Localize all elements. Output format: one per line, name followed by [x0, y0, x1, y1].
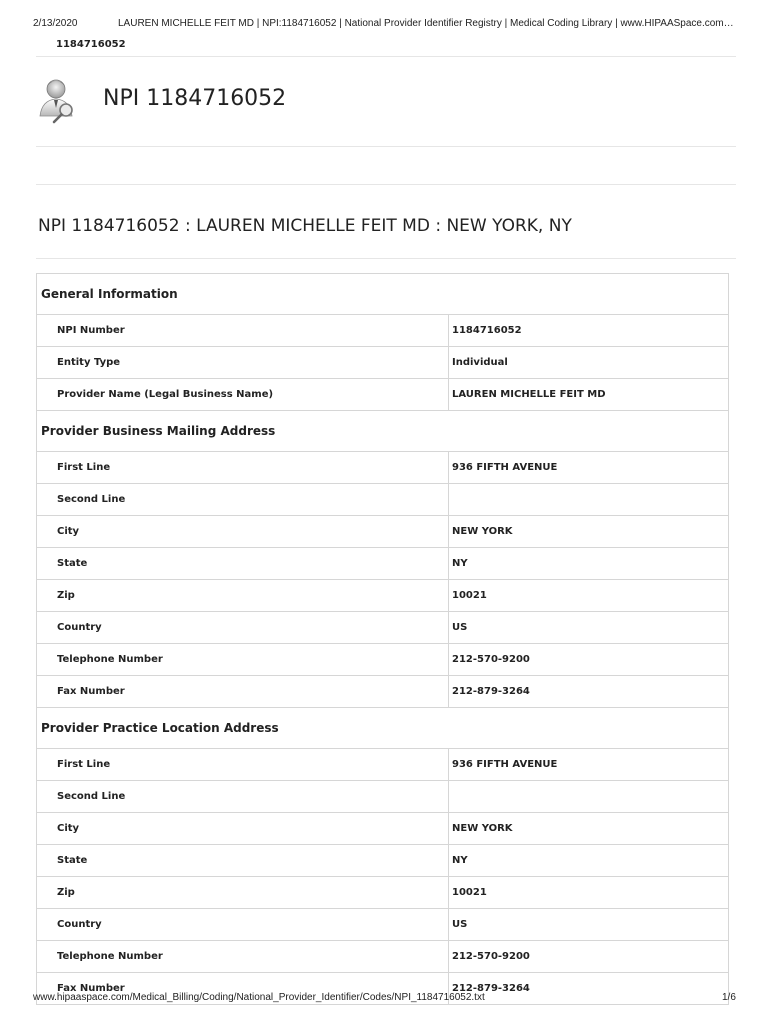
table-row: [37, 347, 729, 379]
row-value: NEW YORK: [449, 516, 729, 548]
row-label: City: [37, 813, 449, 845]
row-label: Telephone Number: [37, 644, 449, 676]
row-label: Provider Name (Legal Business Name): [37, 379, 449, 411]
row-value: 10021: [449, 877, 729, 909]
table-row: [37, 909, 729, 941]
row-label: State: [37, 548, 449, 580]
print-header: [0, 0, 770, 29]
row-label: Telephone Number: [37, 941, 449, 973]
divider: [36, 184, 736, 185]
row-value: 212-879-3264: [449, 676, 729, 708]
section-header-row: [37, 411, 729, 452]
section-title: Provider Business Mailing Address: [37, 411, 729, 452]
row-value: US: [449, 612, 729, 644]
row-value: LAUREN MICHELLE FEIT MD: [449, 379, 729, 411]
table-row: [37, 516, 729, 548]
divider: [36, 56, 736, 57]
row-value: 1184716052: [449, 315, 729, 347]
divider: [36, 258, 736, 259]
row-value: [449, 781, 729, 813]
row-value: 212-570-9200: [449, 644, 729, 676]
row-label: City: [37, 516, 449, 548]
row-value: 212-570-9200: [449, 941, 729, 973]
table-row: [37, 315, 729, 347]
print-date: 2/13/2020: [33, 18, 78, 29]
table-row: [37, 845, 729, 877]
divider: [36, 146, 736, 147]
table-row: [37, 941, 729, 973]
row-value: 936 FIFTH AVENUE: [449, 749, 729, 781]
row-value: NY: [449, 548, 729, 580]
row-label: NPI Number: [37, 315, 449, 347]
doctor-magnifier-icon: [32, 72, 86, 126]
npi-heading: NPI 1184716052: [103, 86, 287, 111]
row-label: Second Line: [37, 484, 449, 516]
row-value: NY: [449, 845, 729, 877]
table-row: [37, 877, 729, 909]
section-header-row: [37, 708, 729, 749]
row-label: Second Line: [37, 781, 449, 813]
row-value: 212-879-3264: [449, 973, 729, 1005]
row-value: 936 FIFTH AVENUE: [449, 452, 729, 484]
row-label: First Line: [37, 749, 449, 781]
row-value: Individual: [449, 347, 729, 379]
page-number: 1/6: [722, 992, 736, 1003]
row-label: Zip: [37, 877, 449, 909]
row-label: Entity Type: [37, 347, 449, 379]
table-row: [37, 452, 729, 484]
row-value: NEW YORK: [449, 813, 729, 845]
table-row: [37, 749, 729, 781]
row-value: US: [449, 909, 729, 941]
row-label: Country: [37, 612, 449, 644]
row-value: 10021: [449, 580, 729, 612]
row-label: First Line: [37, 452, 449, 484]
provider-info-table: [36, 273, 729, 1005]
section-title: Provider Practice Location Address: [37, 708, 729, 749]
table-row: [37, 676, 729, 708]
row-label: Country: [37, 909, 449, 941]
page-title: NPI 1184716052 : LAUREN MICHELLE FEIT MD : NEW YORK, NY: [38, 216, 572, 236]
section-title: General Information: [37, 274, 729, 315]
table-row: [37, 813, 729, 845]
table-row: [37, 644, 729, 676]
table-row: [37, 484, 729, 516]
row-value: [449, 484, 729, 516]
table-row: [37, 580, 729, 612]
table-row: [37, 379, 729, 411]
row-label: Zip: [37, 580, 449, 612]
breadcrumb[interactable]: 1184716052: [56, 39, 126, 50]
row-label: Fax Number: [37, 973, 449, 1005]
table-row: [37, 612, 729, 644]
table-row: [37, 781, 729, 813]
table-row: [37, 548, 729, 580]
section-header-row: [37, 274, 729, 315]
row-label: Fax Number: [37, 676, 449, 708]
row-label: State: [37, 845, 449, 877]
print-page-title: LAUREN MICHELLE FEIT MD | NPI:1184716052 | National Provider Identifier Registry | Medical Coding Library | www.HIPAASpace.com…: [118, 18, 734, 29]
page-url[interactable]: www.hipaaspace.com/Medical_Billing/Coding/National_Provider_Identifier/Codes/NPI_1184716052.txt: [33, 992, 485, 1003]
